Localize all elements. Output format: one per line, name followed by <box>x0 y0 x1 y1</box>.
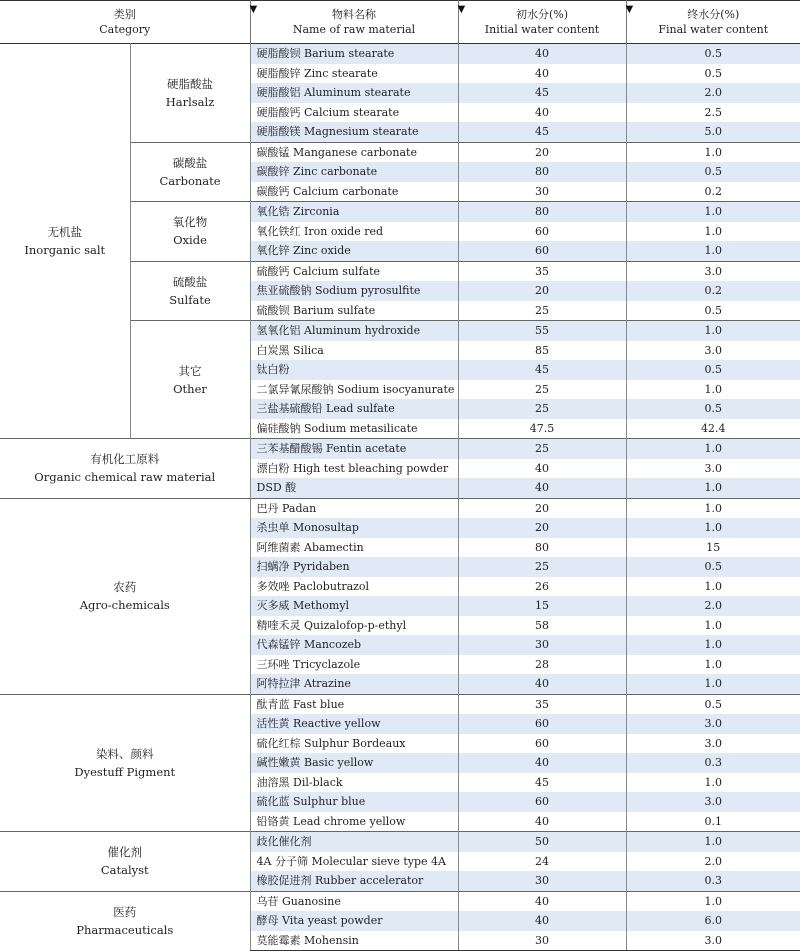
material-name: 硬脂酸钙 Calcium stearate <box>250 103 458 123</box>
final-water-value: 1.0 <box>626 380 800 400</box>
category-cell <box>0 832 250 892</box>
material-name: 焦亚硫酸钠 Sodium pyrosulfite <box>250 281 458 301</box>
material-name: 硫化蓝 Sulphur blue <box>250 792 458 812</box>
material-name: 莫能霉素 Mohensin <box>250 931 458 951</box>
initial-water-value: 40 <box>458 674 626 694</box>
material-name: 白炭黑 Silica <box>250 341 458 361</box>
material-name: 硫化红棕 Sulphur Bordeaux <box>250 734 458 754</box>
initial-water-value: 25 <box>458 557 626 577</box>
initial-water-value: 45 <box>458 122 626 142</box>
subcategory-cell <box>130 261 250 321</box>
category-cell-en: Catalyst <box>100 863 149 878</box>
final-water-value: 2.0 <box>626 852 800 872</box>
category-cell-cn: 无机盐 <box>47 225 82 239</box>
table-body <box>0 44 800 951</box>
initial-water-value: 40 <box>458 911 626 931</box>
final-water-value: 3.0 <box>626 459 800 479</box>
initial-water-value: 60 <box>458 714 626 734</box>
subcategory-cell-en: Sulfate <box>169 292 211 307</box>
material-name: 三苯基醋酸锡 Fentin acetate <box>250 439 458 459</box>
category-cell-cn: 有机化工原料 <box>90 452 160 467</box>
material-name: 精喹禾灵 Quizalofop-p-ethyl <box>250 616 458 636</box>
material-name: 三环唑 Tricyclazole <box>250 655 458 675</box>
initial-water-value: 80 <box>458 538 626 558</box>
final-water-value: 0.5 <box>626 162 800 182</box>
initial-water-value: 30 <box>458 931 626 951</box>
initial-water-value: 30 <box>458 635 626 655</box>
initial-water-value: 40 <box>458 64 626 84</box>
subcategory-cell <box>130 321 250 439</box>
final-water-value: 1.0 <box>626 577 800 597</box>
initial-water-value: 45 <box>458 83 626 103</box>
subcategory-cell <box>130 44 250 143</box>
material-name: 铅铬黄 Lead chrome yellow <box>250 812 458 832</box>
category-cell-en: Organic chemical raw material <box>34 470 216 485</box>
subcategory-cell-en: Harlsalz <box>165 94 215 109</box>
category-cell-cn: 染料、颜料 <box>96 746 154 761</box>
material-name: 三盐基硫酸铅 Lead sulfate <box>250 399 458 419</box>
final-water-value: 3.0 <box>626 261 800 281</box>
material-name: 橡胶促进剂 Rubber accelerator <box>250 871 458 891</box>
subcategory-cell-en: Oxide <box>173 233 207 248</box>
material-name: 4A 分子筛 Molecular sieve type 4A <box>250 852 458 872</box>
initial-water-value: 25 <box>458 301 626 321</box>
final-water-value: 1.0 <box>626 478 800 498</box>
header-name-cn: 物料名称 <box>332 8 377 21</box>
initial-water-value: 15 <box>458 596 626 616</box>
sort-arrow-icon[interactable]: ▼ <box>249 4 258 15</box>
material-name: DSD 酸 <box>250 478 458 498</box>
category-cell <box>0 439 250 499</box>
final-water-value: 0.2 <box>626 182 800 202</box>
final-water-value: 1.0 <box>626 498 800 518</box>
category-cell <box>0 498 250 694</box>
initial-water-value: 80 <box>458 202 626 222</box>
initial-water-value: 30 <box>458 182 626 202</box>
subcategory-cell-en: Other <box>173 381 207 396</box>
header-category-en: Category <box>99 23 151 36</box>
header-initial-cn: 初水分(%) <box>515 8 569 21</box>
initial-water-value: 47.5 <box>458 419 626 439</box>
initial-water-value: 45 <box>458 360 626 380</box>
final-water-value: 2.0 <box>626 596 800 616</box>
final-water-value: 1.0 <box>626 616 800 636</box>
initial-water-value: 60 <box>458 792 626 812</box>
initial-water-value: 85 <box>458 341 626 361</box>
material-name: 偏硅酸钠 Sodium metasilicate <box>250 419 458 439</box>
material-name: 多效唑 Paclobutrazol <box>250 577 458 597</box>
initial-water-value: 80 <box>458 162 626 182</box>
subcategory-cell-cn: 硬脂酸盐 <box>167 76 213 91</box>
table-row <box>0 694 800 714</box>
header-final-en: Final water content <box>658 23 769 36</box>
final-water-value: 3.0 <box>626 341 800 361</box>
subcategory-cell-cn: 碳酸盐 <box>172 155 208 170</box>
material-name: 扫螨净 Pyridaben <box>250 557 458 577</box>
header-initial-en: Initial water content <box>484 23 600 36</box>
initial-water-value: 40 <box>458 753 626 773</box>
material-name: 硬脂酸锌 Zinc stearate <box>250 64 458 84</box>
table-row <box>0 832 800 852</box>
final-water-value: 0.5 <box>626 44 800 64</box>
initial-water-value: 50 <box>458 832 626 852</box>
final-water-value: 0.5 <box>626 360 800 380</box>
material-name: 碳酸锌 Zinc carbonate <box>250 162 458 182</box>
category-cell-en: Inorganic salt <box>24 243 106 257</box>
final-water-value: 0.5 <box>626 64 800 84</box>
final-water-value: 2.5 <box>626 103 800 123</box>
initial-water-value: 60 <box>458 734 626 754</box>
material-name: 硫酸钡 Barium sulfate <box>250 301 458 321</box>
material-name: 碳酸钙 Calcium carbonate <box>250 182 458 202</box>
initial-water-value: 25 <box>458 439 626 459</box>
table-row <box>0 439 800 459</box>
material-name: 代森锰锌 Mancozeb <box>250 635 458 655</box>
material-name: 氧化锌 Zinc oxide <box>250 241 458 261</box>
material-name: 灭多威 Methomyl <box>250 596 458 616</box>
category-cell-cn: 医药 <box>113 905 137 919</box>
material-name: 漂白粉 High test bleaching powder <box>250 459 458 479</box>
final-water-value: 3.0 <box>626 931 800 951</box>
material-name: 阿特拉津 Atrazine <box>250 674 458 694</box>
final-water-value: 2.0 <box>626 83 800 103</box>
material-name: 碱性嫩黄 Basic yellow <box>250 753 458 773</box>
table-row <box>0 498 800 518</box>
category-cell <box>0 694 250 832</box>
final-water-value: 0.3 <box>626 753 800 773</box>
final-water-value: 3.0 <box>626 792 800 812</box>
final-water-value: 1.0 <box>626 891 800 911</box>
material-name: 杀虫单 Monosultap <box>250 518 458 538</box>
sort-arrow-icon[interactable]: ▼ <box>457 4 466 15</box>
final-water-value: 42.4 <box>626 419 800 439</box>
category-cell-en: Agro-chemicals <box>79 598 170 612</box>
header-initial-water[interactable] <box>458 1 626 44</box>
category-cell-cn: 农药 <box>113 580 137 594</box>
category-cell-en: Pharmaceuticals <box>76 923 174 937</box>
header-name-en: Name of raw material <box>292 23 416 36</box>
header-final-cn: 终水分(%) <box>687 8 740 21</box>
subcategory-cell <box>130 202 250 262</box>
material-name: 活性黄 Reactive yellow <box>250 714 458 734</box>
initial-water-value: 30 <box>458 871 626 891</box>
material-name: 硬脂酸镁 Magnesium stearate <box>250 122 458 142</box>
initial-water-value: 45 <box>458 773 626 793</box>
final-water-value: 0.2 <box>626 281 800 301</box>
initial-water-value: 55 <box>458 321 626 341</box>
final-water-value: 0.1 <box>626 812 800 832</box>
final-water-value: 1.0 <box>626 142 800 162</box>
material-name: 歧化催化剂 <box>250 832 458 852</box>
table-row <box>0 891 800 911</box>
header-row <box>0 1 800 44</box>
material-name: 氧化锆 Zirconia <box>250 202 458 222</box>
final-water-value: 0.5 <box>626 694 800 714</box>
initial-water-value: 40 <box>458 459 626 479</box>
material-name: 酵母 Vita yeast powder <box>250 911 458 931</box>
initial-water-value: 35 <box>458 694 626 714</box>
initial-water-value: 40 <box>458 478 626 498</box>
material-name: 油溶黑 Dil-black <box>250 773 458 793</box>
final-water-value: 1.0 <box>626 321 800 341</box>
final-water-value: 5.0 <box>626 122 800 142</box>
material-name: 硬脂酸铝 Aluminum stearate <box>250 83 458 103</box>
final-water-value: 0.5 <box>626 399 800 419</box>
material-name: 二氯异氰尿酸钠 Sodium isocyanurate <box>250 380 458 400</box>
final-water-value: 1.0 <box>626 439 800 459</box>
header-category <box>0 1 250 44</box>
material-name: 硬脂酸钡 Barium stearate <box>250 44 458 64</box>
material-name: 硫酸钙 Calcium sulfate <box>250 261 458 281</box>
initial-water-value: 20 <box>458 498 626 518</box>
material-name: 巴丹 Padan <box>250 498 458 518</box>
material-name: 氧化铁红 Iron oxide red <box>250 222 458 242</box>
initial-water-value: 26 <box>458 577 626 597</box>
final-water-value: 1.0 <box>626 832 800 852</box>
initial-water-value: 35 <box>458 261 626 281</box>
initial-water-value: 25 <box>458 399 626 419</box>
initial-water-value: 60 <box>458 241 626 261</box>
category-cell-en: Dyestuff Pigment <box>74 764 176 779</box>
final-water-value: 1.0 <box>626 241 800 261</box>
header-category-cn: 类别 <box>113 8 136 21</box>
table-header <box>0 1 800 44</box>
header-material-name[interactable] <box>250 1 458 44</box>
initial-water-value: 20 <box>458 281 626 301</box>
category-cell-cn: 催化剂 <box>107 845 142 860</box>
material-name: 酞青蓝 Fast blue <box>250 694 458 714</box>
material-name: 钛白粉 <box>250 360 458 380</box>
initial-water-value: 60 <box>458 222 626 242</box>
material-name: 碳酸锰 Manganese carbonate <box>250 142 458 162</box>
final-water-value: 3.0 <box>626 714 800 734</box>
subcategory-cell-cn: 其它 <box>178 363 202 378</box>
initial-water-value: 40 <box>458 891 626 911</box>
material-name: 阿维菌素 Abamectin <box>250 538 458 558</box>
subcategory-cell-en: Carbonate <box>159 173 221 188</box>
sort-arrow-icon[interactable]: ▼ <box>625 4 634 15</box>
subcategory-cell <box>130 142 250 202</box>
initial-water-value: 58 <box>458 616 626 636</box>
final-water-value: 1.0 <box>626 222 800 242</box>
final-water-value: 1.0 <box>626 674 800 694</box>
material-name: 乌苷 Guanosine <box>250 891 458 911</box>
initial-water-value: 40 <box>458 812 626 832</box>
final-water-value: 6.0 <box>626 911 800 931</box>
final-water-value: 1.0 <box>626 202 800 222</box>
final-water-value: 3.0 <box>626 734 800 754</box>
material-name: 氢氧化铝 Aluminum hydroxide <box>250 321 458 341</box>
final-water-value: 15 <box>626 538 800 558</box>
initial-water-value: 25 <box>458 380 626 400</box>
category-cell <box>0 891 250 951</box>
subcategory-cell-cn: 硫酸盐 <box>172 274 208 289</box>
final-water-value: 1.0 <box>626 635 800 655</box>
initial-water-value: 40 <box>458 44 626 64</box>
initial-water-value: 28 <box>458 655 626 675</box>
initial-water-value: 20 <box>458 518 626 538</box>
final-water-value: 1.0 <box>626 655 800 675</box>
initial-water-value: 20 <box>458 142 626 162</box>
final-water-value: 0.3 <box>626 871 800 891</box>
initial-water-value: 40 <box>458 103 626 123</box>
final-water-value: 1.0 <box>626 773 800 793</box>
table-row <box>0 44 800 64</box>
header-final-water[interactable] <box>626 1 800 44</box>
final-water-value: 0.5 <box>626 301 800 321</box>
category-cell <box>0 44 130 439</box>
final-water-value: 1.0 <box>626 518 800 538</box>
subcategory-cell-cn: 氧化物 <box>172 215 208 230</box>
final-water-value: 0.5 <box>626 557 800 577</box>
initial-water-value: 24 <box>458 852 626 872</box>
